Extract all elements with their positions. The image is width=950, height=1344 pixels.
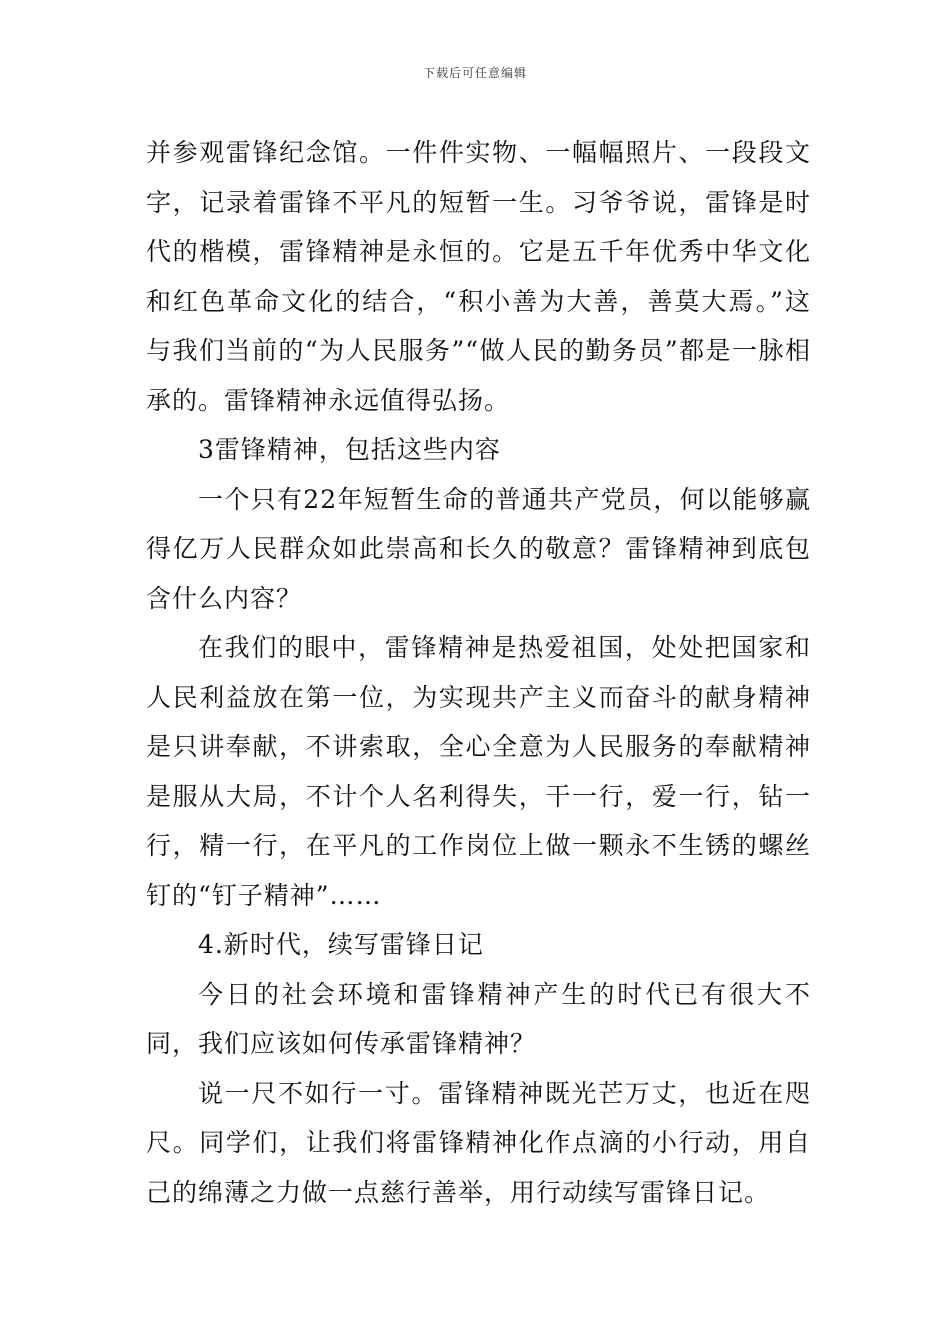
section-heading-spirit-content: 3雷锋精神，包括这些内容 bbox=[198, 435, 501, 464]
paragraph-question: 一个只有22年短暂生命的普通共产党员，何以能够赢得亿万人民群众如此崇高和长久的敬意？雷锋精神到底包含什么内容？ bbox=[146, 484, 811, 613]
paragraph-memorial-visit: 并参观雷锋纪念馆。一件件实物、一幅幅照片、一段段文字，记录着雷锋不平凡的短暂一生。习爷爷说，雷锋是时代的楷模，雷锋精神是永恒的。它是五千年优秀中华文化和红色革命文化的结合，“积小善为大善，善莫大焉。”这与我们当前的“为人民服务”“做人民的勤务员”都是一脉相承的。雷锋精神永远值得弘扬。 bbox=[146, 138, 811, 415]
paragraph-spirit-description: 在我们的眼中，雷锋精神是热爱祖国，处处把国家和人民利益放在第一位，为实现共产主义而奋斗的献身精神是只讲奉献，不讲索取，全心全意为人民服务的奉献精神是服从大局，不计个人名利得失，干一行，爱一行，钻一行，精一行，在平凡的工作岗位上做一颗永不生锈的螺丝钉的“钉子精神”…… bbox=[146, 633, 811, 910]
paragraph-call-to-action: 说一尺不如行一寸。雷锋精神既光芒万丈，也近在咫尺。同学们，让我们将雷锋精神化作点滴的小行动，用自己的绵薄之力做一点慈行善举，用行动续写雷锋日记。 bbox=[146, 1078, 811, 1207]
document-body bbox=[146, 128, 811, 1217]
page-header-note: 下载后可任意编辑 bbox=[422, 66, 527, 80]
section-heading-new-era: 4.新时代，续写雷锋日记 bbox=[198, 930, 484, 959]
paragraph-inheritance-question: 今日的社会环境和雷锋精神产生的时代已有很大不同，我们应该如何传承雷锋精神？ bbox=[146, 979, 811, 1058]
